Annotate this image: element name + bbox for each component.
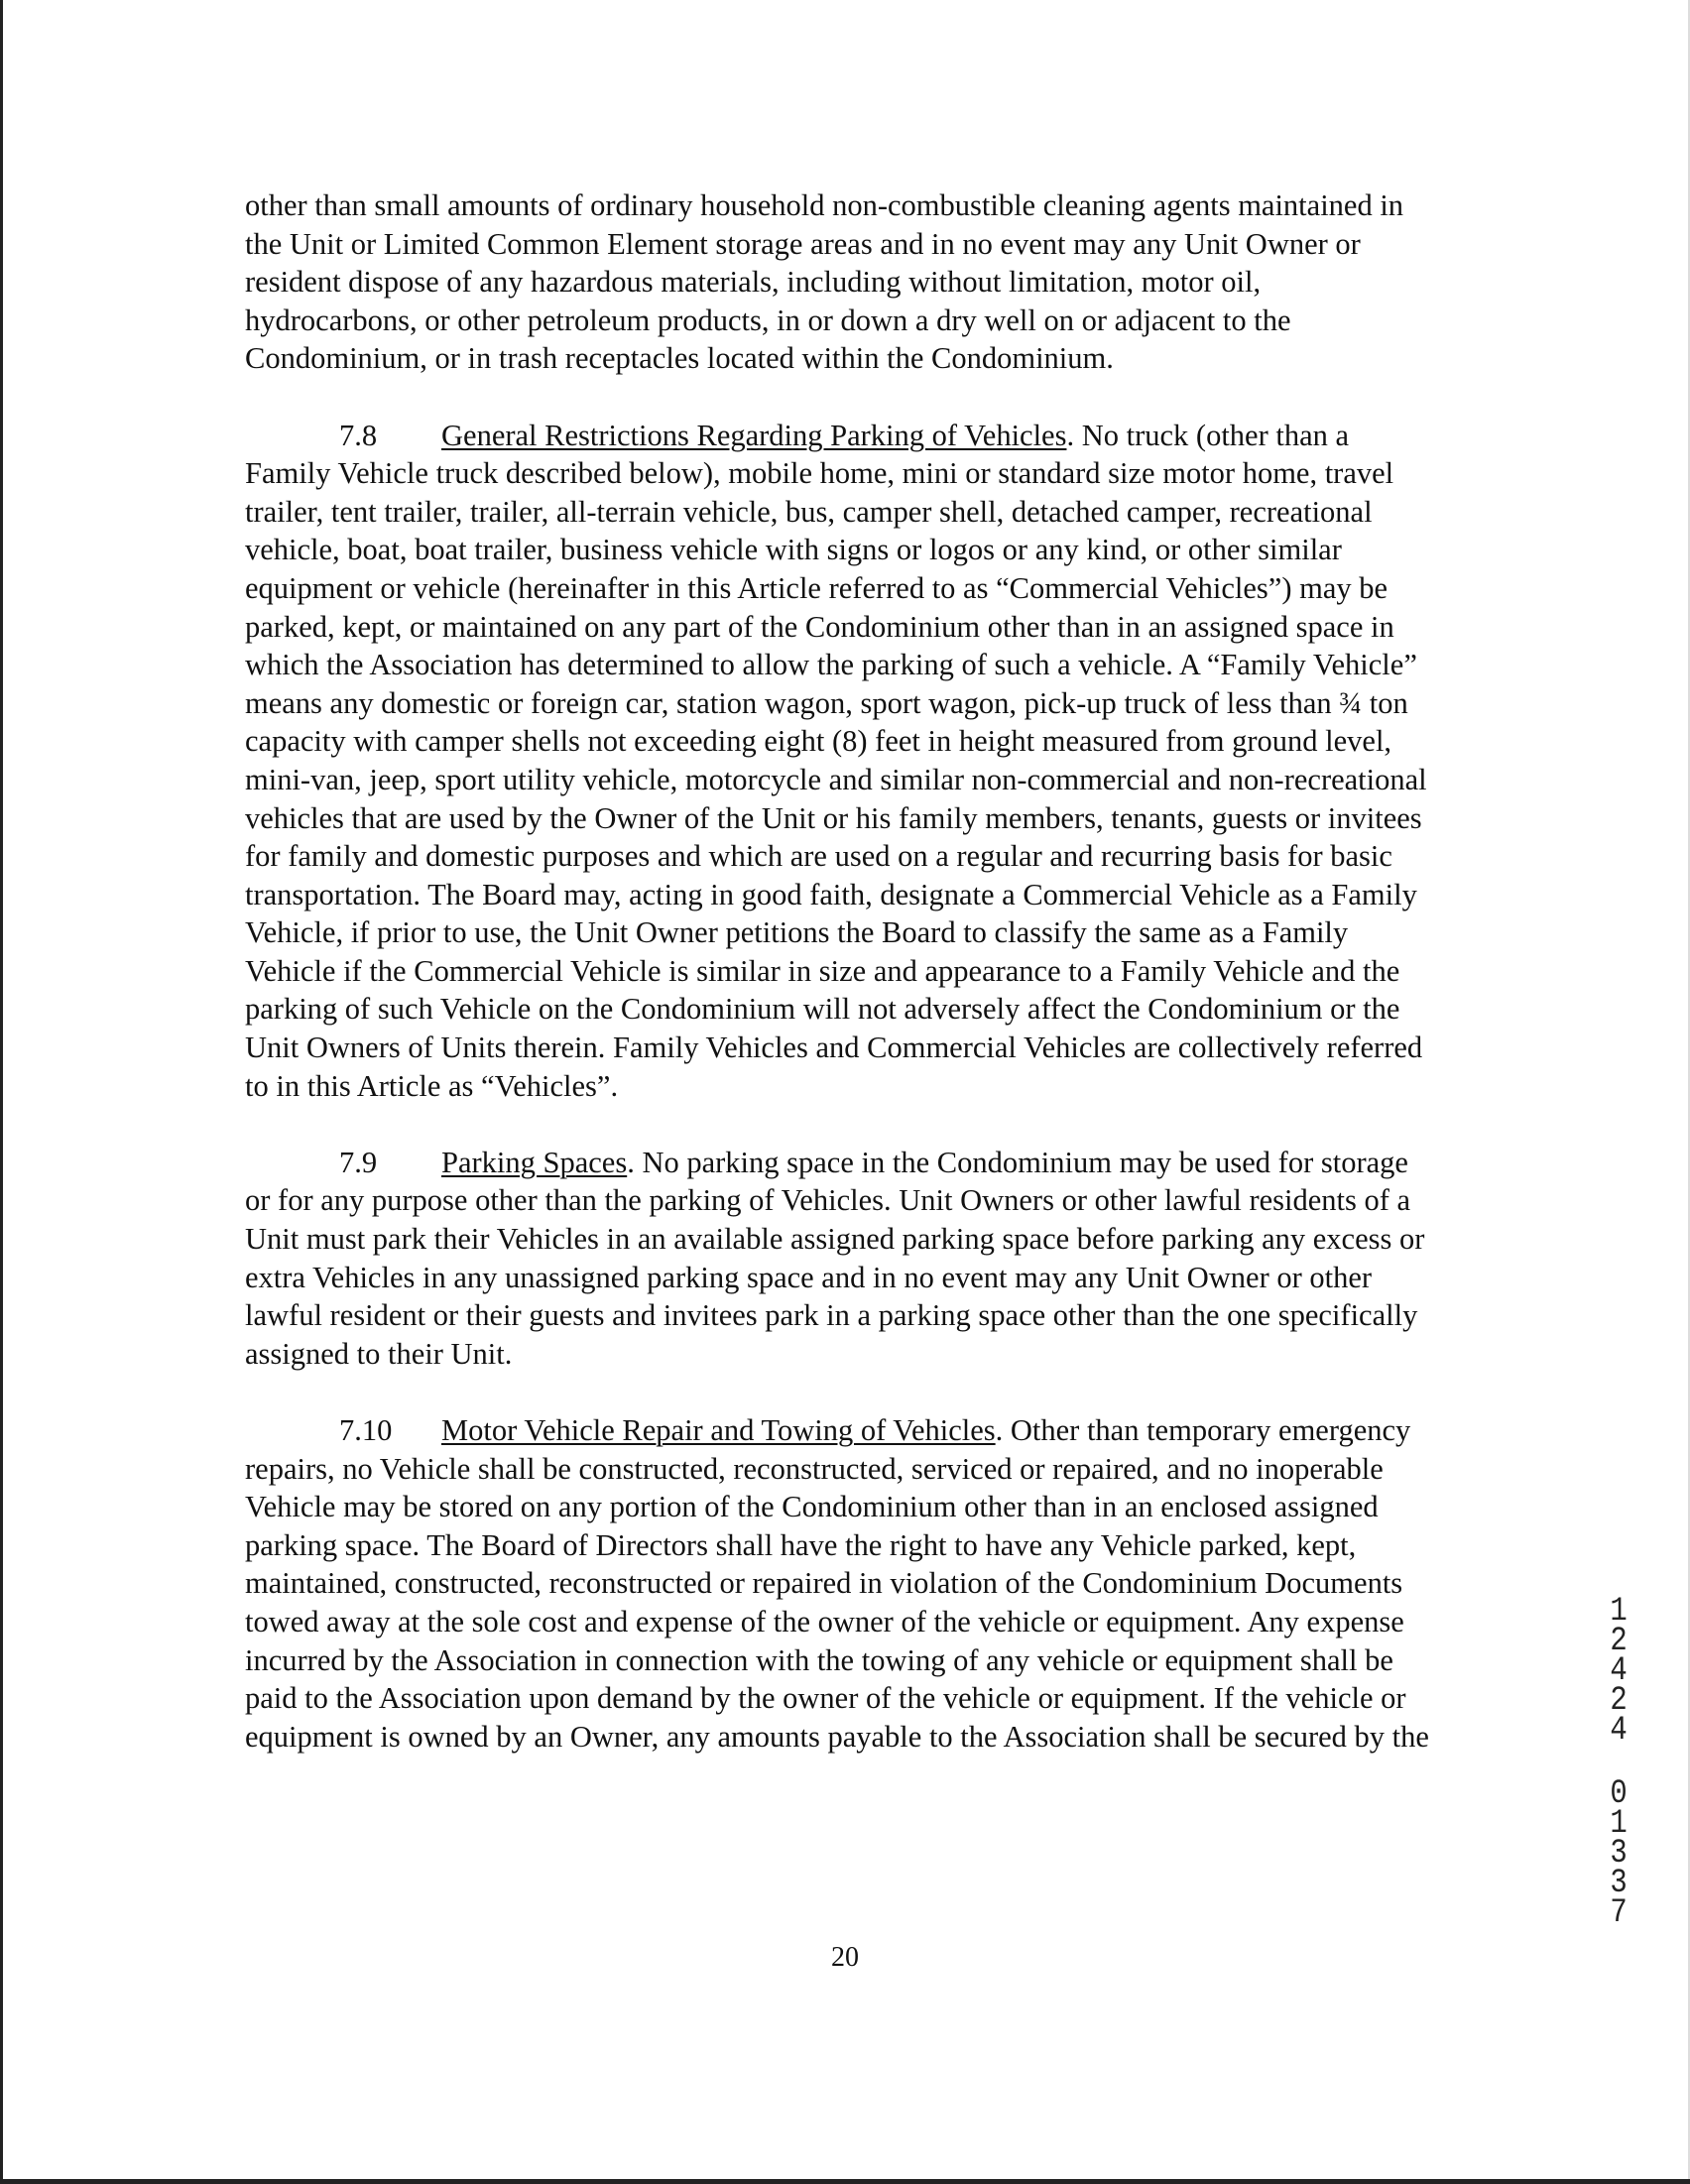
page-number: 20 <box>831 1942 859 1973</box>
stamp-digit: 4 <box>1610 1712 1628 1750</box>
scan-edge-bottom <box>0 2179 1690 2184</box>
recording-stamp <box>1602 1593 1635 1932</box>
stamp-digit: 1 <box>1610 1805 1628 1843</box>
document-body <box>245 186 1435 1794</box>
section-7-9 <box>245 1144 1435 1374</box>
section-7-8 <box>245 417 1435 1106</box>
section-heading: Parking Spaces <box>441 1145 628 1179</box>
paragraph-text: other than small amounts of ordinary household non-combustible cleaning agents maintained in the Unit or Limited Common Element storage areas and in no event may any Unit Owner or resident dispose of any hazardous materials, including without limitation, motor oil, hydrocarbons, or other petroleum products, in or down a dry well on or adjacent to the Condominium, or in trash receptacles located within the Condominium. <box>245 188 1404 376</box>
section-heading: General Restrictions Regarding Parking of Vehicles <box>441 418 1067 452</box>
stamp-digit: 7 <box>1610 1894 1628 1932</box>
stamp-digit: 3 <box>1610 1865 1628 1902</box>
scan-edge-left <box>0 0 3 2184</box>
section-heading: Motor Vehicle Repair and Towing of Vehicles <box>441 1413 996 1447</box>
section-7-10 <box>245 1411 1435 1756</box>
stamp-digit: 2 <box>1610 1623 1628 1660</box>
section-text: . Other than temporary emergency repairs, no Vehicle shall be constructed, reconstructed, serviced or repaired, and no inoperable Vehicle may be stored on any portion of the Condominium other than in an enclosed assigned parking space. The Board of Directors shall have the right to have any Vehicle parked, kept, maintained, constructed, reconstructed or repaired in violation of the Condominium Documents towed away at the sole cost and expense of the owner of the vehicle or equipment. Any expense incurred by the Association in connection with the towing of any vehicle or equipment shall be paid to the Association upon demand by the owner of the vehicle or equipment. If the vehicle or equipment is owned by an Owner, any amounts payable to the Association shall be secured by the <box>245 1413 1429 1754</box>
stamp-digit: 4 <box>1610 1652 1628 1690</box>
stamp-digit: 0 <box>1610 1775 1628 1813</box>
stamp-digit: 1 <box>1610 1593 1628 1631</box>
section-text: . No parking space in the Condominium may be used for storage or for any purpose other than the parking of Vehicles. Unit Owners or other lawful residents of a Unit must park their Vehicles in an available assigned parking space before parking any excess or extra Vehicles in any unassigned parking space and in no event may any Unit Owner or other lawful resident or their guests and invitees park in a parking space other than the one specifically assigned to their Unit. <box>245 1145 1425 1371</box>
paragraph-continuation <box>245 186 1435 378</box>
stamp-gap <box>1602 1746 1635 1779</box>
section-number: 7.10 <box>339 1413 393 1447</box>
stamp-digit: 3 <box>1610 1835 1628 1873</box>
section-text: . No truck (other than a Family Vehicle truck described below), mobile home, mini or standard size motor home, travel trailer, tent trailer, trailer, all-terrain vehicle, bus, camper shell, detached camper, recreational vehicle, boat, boat trailer, business vehicle with signs or logos or any kind, or other similar equipment or vehicle (hereinafter in this Article referred to as “Commercial Vehicles”) may be parked, kept, or maintained on any part of the Condominium other than in an assigned space in which the Association has determined to allow the parking of such a vehicle. A “Family Vehicle” means any domestic or foreign car, station wagon, sport wagon, pick-up truck of less than ¾ ton capacity with camper shells not exceeding eight (8) feet in height measured from ground level, mini-van, jeep, sport utility vehicle, motorcycle and similar non-commercial and non-recreational vehicles that are used by the Owner of the Unit or his family members, tenants, guests or invitees for family and domestic purposes and which are used on a regular and recurring basis for basic transportation. The Board may, acting in good faith, designate a Commercial Vehicle as a Family Vehicle, if prior to use, the Unit Owner petitions the Board to classify the same as a Family Vehicle if the Commercial Vehicle is similar in size and appearance to a Family Vehicle and the parking of such Vehicle on the Condominium will not adversely affect the Condominium or the Unit Owners of Units therein. Family Vehicles and Commercial Vehicles are collectively referred to in this Article as “Vehicles”. <box>245 418 1427 1103</box>
section-number: 7.8 <box>339 418 378 452</box>
stamp-digit: 2 <box>1610 1682 1628 1720</box>
section-number: 7.9 <box>339 1145 378 1179</box>
